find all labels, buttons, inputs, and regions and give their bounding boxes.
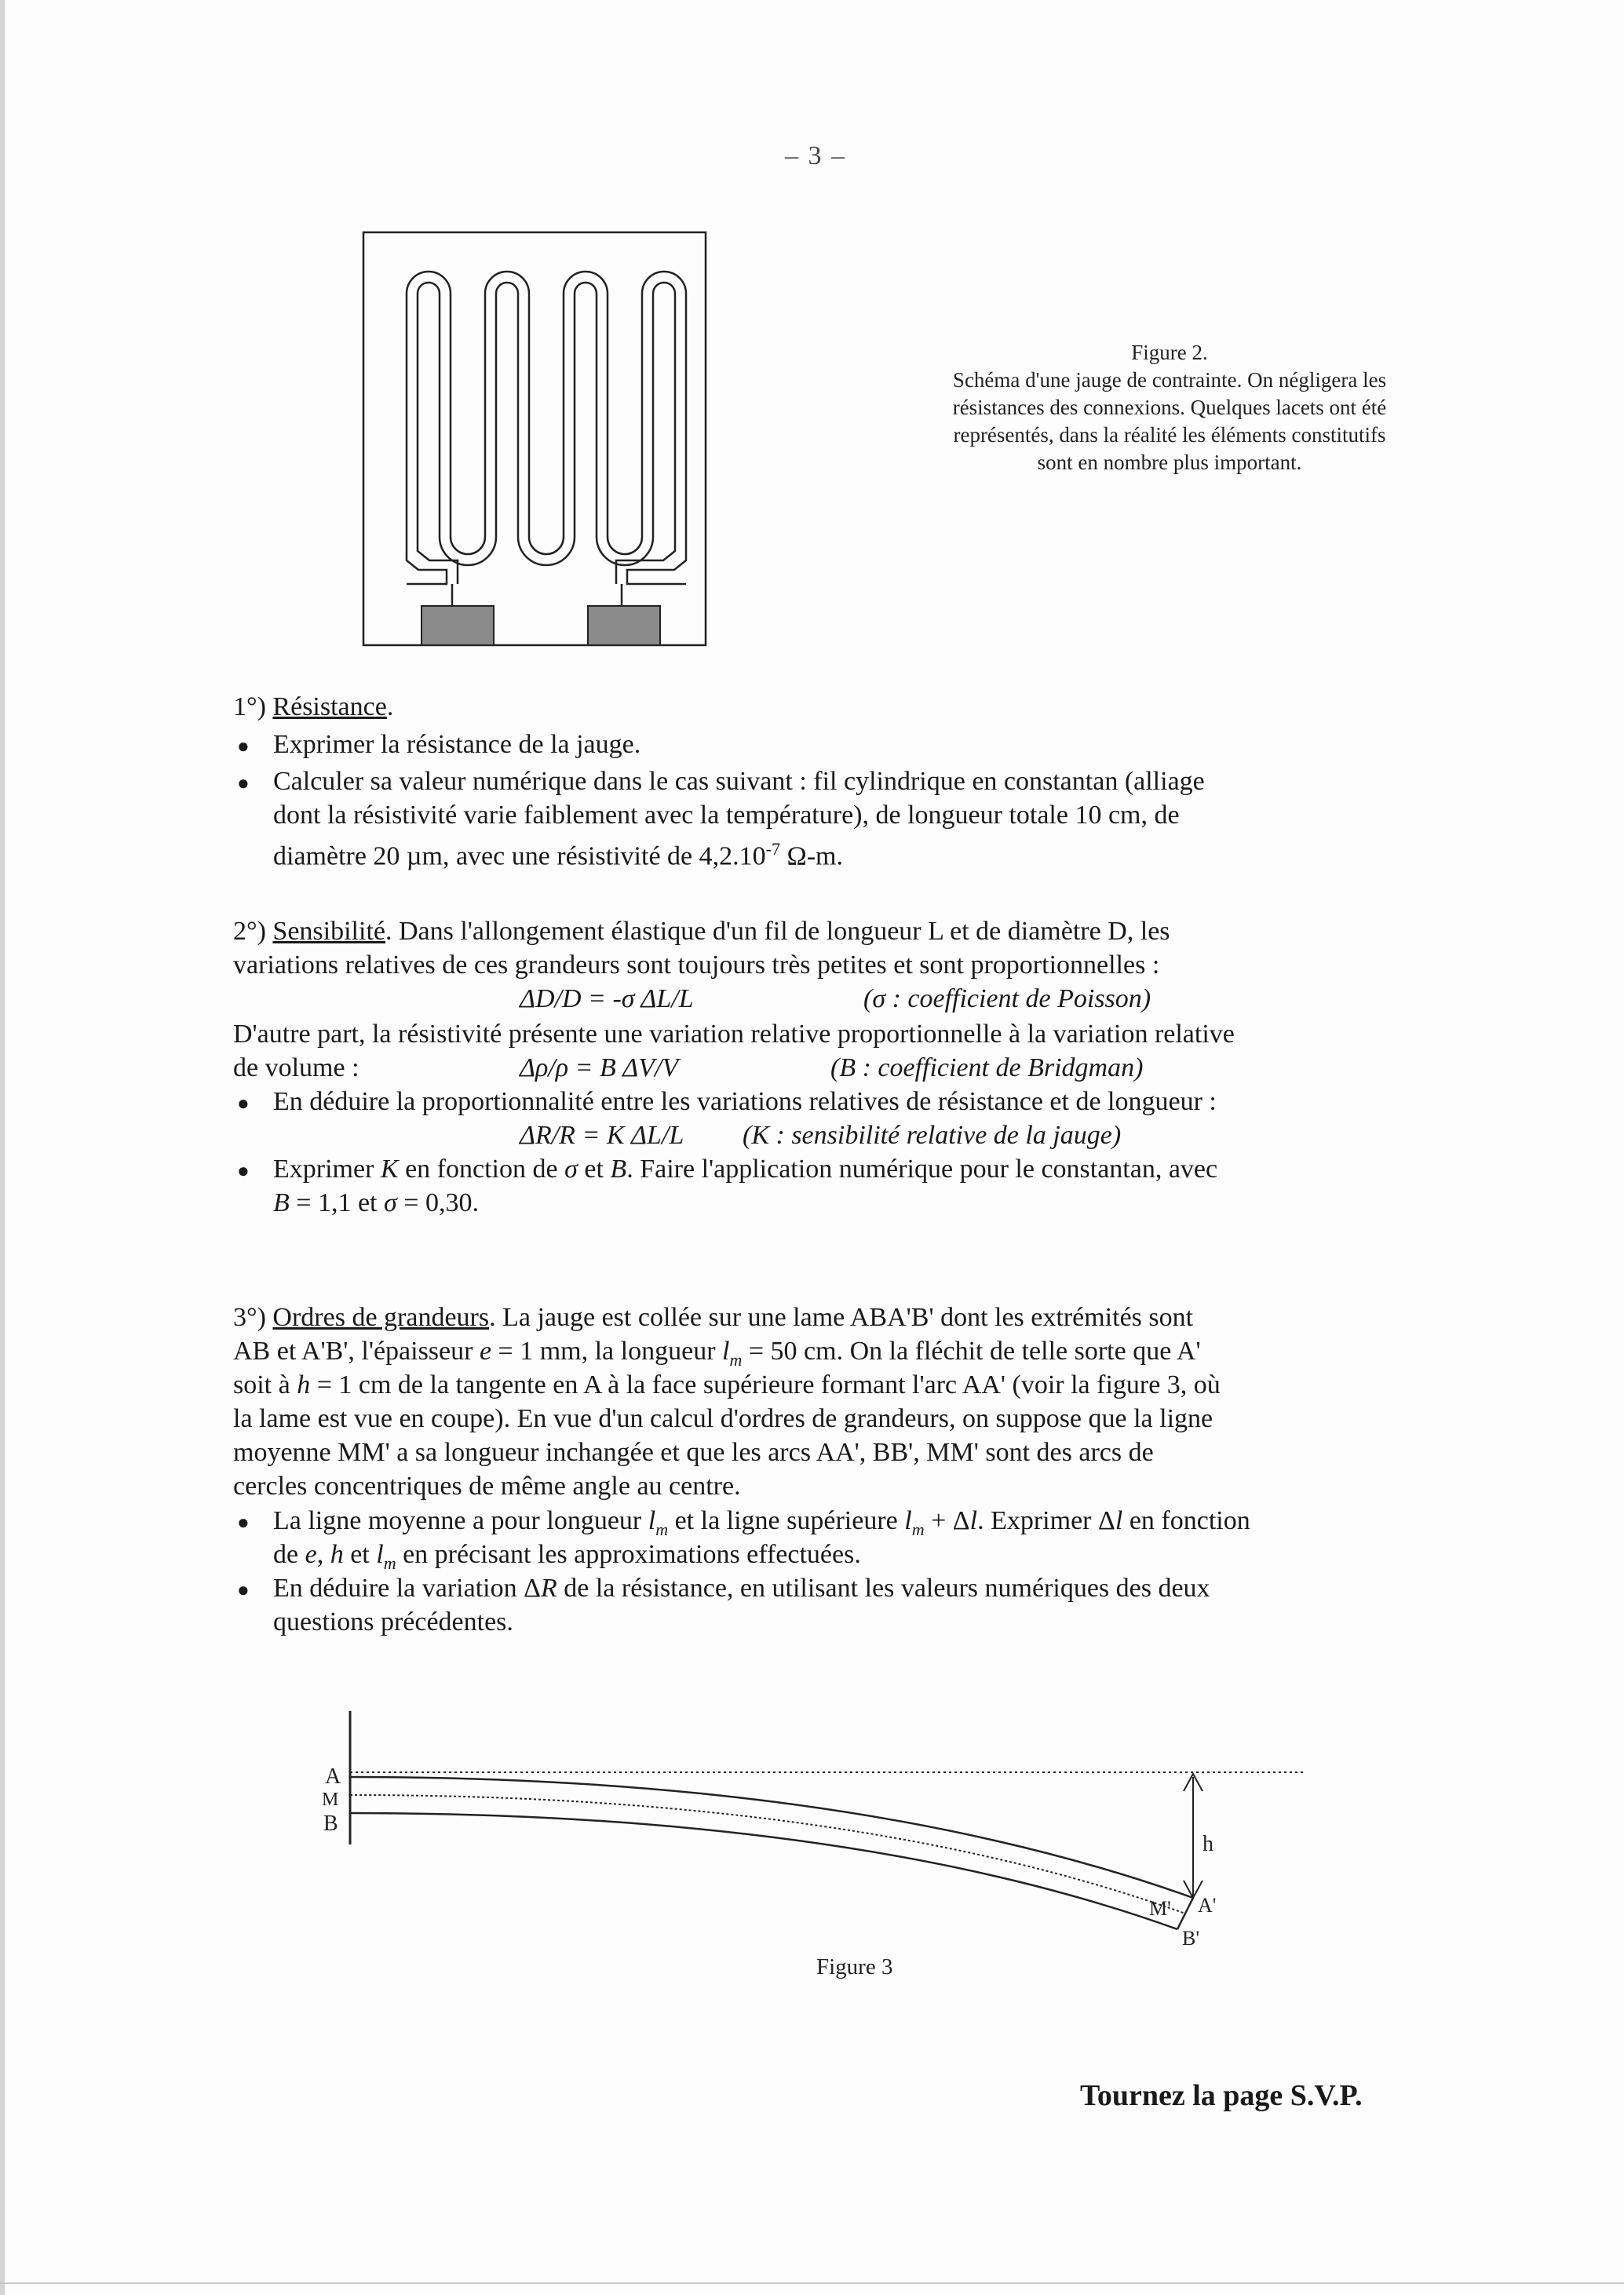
section-3-line-2: AB et A'B', l'épaisseur e = 1 mm, la longueur $l_m = 50$ cm. On la fléchit de telle sorte que A': [233, 1337, 1201, 1370]
figure-2-caption-title: Figure 2.: [1131, 341, 1208, 364]
figure-3-caption: Figure 3: [816, 1954, 893, 1979]
figure-2-caption: [879, 339, 1460, 476]
footer-turn-page: Tournez la page S.V.P.: [1080, 2079, 1363, 2112]
equation-bridgman-note: (B : coefficient de Bridgman): [830, 1053, 1144, 1082]
label-M: M: [322, 1790, 339, 1810]
section-3-title: Ordres de grandeurs: [272, 1303, 490, 1332]
equation-bridgman: Δρ/ρ = B ΔV/V: [520, 1053, 679, 1082]
equation-poisson-note: (σ : coefficient de Poisson): [863, 984, 1151, 1013]
section-3-line-4: la lame est vue en coupe). En vue d'un calcul d'ordres de grandeurs, on suppose que la ligne: [233, 1404, 1213, 1433]
page-number: – 3 –: [785, 141, 846, 170]
figure-2-caption-line: représentés, dans la réalité les éléments constitutifs: [953, 423, 1386, 447]
section-3-bullet-2-line-2: questions précédentes.: [273, 1607, 513, 1636]
section-1-bullet-2-line-1: Calculer sa valeur numérique dans le cas suivant : fil cylindrique en constantan (alliage: [273, 767, 1205, 796]
figure-3-bent-beam: [306, 1711, 1319, 1947]
figure-2-strain-gauge: [362, 231, 707, 647]
label-A: A: [325, 1764, 341, 1789]
beam-bottom-arc: [350, 1813, 1177, 1929]
section-3-line-6: cercles concentriques de même angle au centre.: [233, 1472, 741, 1501]
section-3-bullet-1-line-2: de e, h et $l_m$ en précisant les approximations effectuées.: [273, 1540, 861, 1573]
bullet: ●: [237, 1092, 250, 1115]
label-B: B: [323, 1812, 338, 1836]
right-connection-pad: [588, 606, 660, 645]
section-1-bullet-2-line-3: diamètre 20 µm, avec une résistivité de $4,2.10^{-7}$ Ω-m.: [273, 839, 843, 871]
label-B-prime: B': [1182, 1927, 1200, 1947]
section-1-heading: 1°) Résistance.: [233, 692, 394, 721]
bullet: ●: [237, 772, 250, 794]
bullet: ●: [237, 735, 250, 757]
bullet: ●: [237, 1511, 250, 1534]
figure-2-caption-line: Schéma d'une jauge de contrainte. On négligera les: [952, 368, 1387, 392]
section-3-bullet-1-line-1: La ligne moyenne a pour longueur $l_m$ et la ligne supérieure $l_m + \Delta l$. Exprimer Δl en fonction: [273, 1506, 1250, 1539]
section-1-bullet-1: Exprimer la résistance de la jauge.: [273, 730, 641, 759]
section-2-line-4: de volume :: [233, 1053, 359, 1082]
equation-poisson: ΔD/D = -σ ΔL/L: [520, 984, 694, 1013]
section-1-title: Résistance: [272, 692, 387, 721]
label-M-prime: M': [1149, 1897, 1171, 1920]
section-2-title: Sensibilité: [272, 917, 385, 946]
gauge-wire: [407, 272, 686, 584]
section-3-bullet-2-line-1: En déduire la variation ΔR de la résistance, en utilisant les valeurs numériques des deux: [273, 1574, 1210, 1603]
beam-middle-line: [350, 1795, 1185, 1914]
section-2-bullet-2-line-2: B = 1,1 et σ = 0,30.: [273, 1188, 479, 1217]
section-2-line-3: D'autre part, la résistivité présente une variation relative proportionnelle à la variation relative: [233, 1020, 1235, 1049]
scan-bottom-edge: [0, 2282, 1624, 2284]
section-1-bullet-2-line-2: dont la résistivité varie faiblement avec la température), de longueur totale 10 cm, de: [273, 801, 1180, 830]
section-2-intro-line-1: 2°) Sensibilité. Dans l'allongement élastique d'un fil de longueur L et de diamètre D, les: [233, 917, 1170, 946]
section-3-line-3: soit à h = 1 cm de la tangente en A à la face supérieure formant l'arc AA' (voir la figure 3, où: [233, 1370, 1221, 1399]
section-3-line-1: 3°) Ordres de grandeurs. La jauge est collée sur une lame ABA'B' dont les extrémités sont: [233, 1303, 1194, 1332]
bullet: ●: [237, 1578, 250, 1601]
beam-end: [1177, 1898, 1193, 1929]
section-2-bullet-2-line-1: Exprimer K en fonction de σ et B. Faire l'application numérique pour le constantan, avec: [273, 1155, 1218, 1184]
section-2-intro-line-2: variations relatives de ces grandeurs sont toujours très petites et sont proportionnelles :: [233, 950, 1160, 980]
section-2-bullet-1: En déduire la proportionnalité entre les variations relatives de résistance et de longueur :: [273, 1087, 1217, 1116]
label-A-prime: A': [1198, 1894, 1217, 1917]
scan-left-edge: [0, 0, 5, 2295]
figure-2-caption-line: sont en nombre plus important.: [1037, 451, 1302, 474]
label-h: h: [1202, 1832, 1213, 1856]
figure-2-caption-line: résistances des connexions. Quelques lacets ont été: [952, 396, 1387, 419]
equation-sensitivity: ΔR/R = K ΔL/L: [520, 1121, 684, 1150]
bullet: ●: [237, 1159, 250, 1182]
section-3-line-5: moyenne MM' a sa longueur inchangée et que les arcs AA', BB', MM' sont des arcs de: [233, 1438, 1154, 1467]
equation-sensitivity-note: (K : sensibilité relative de la jauge): [743, 1121, 1122, 1150]
left-connection-pad: [422, 606, 494, 645]
